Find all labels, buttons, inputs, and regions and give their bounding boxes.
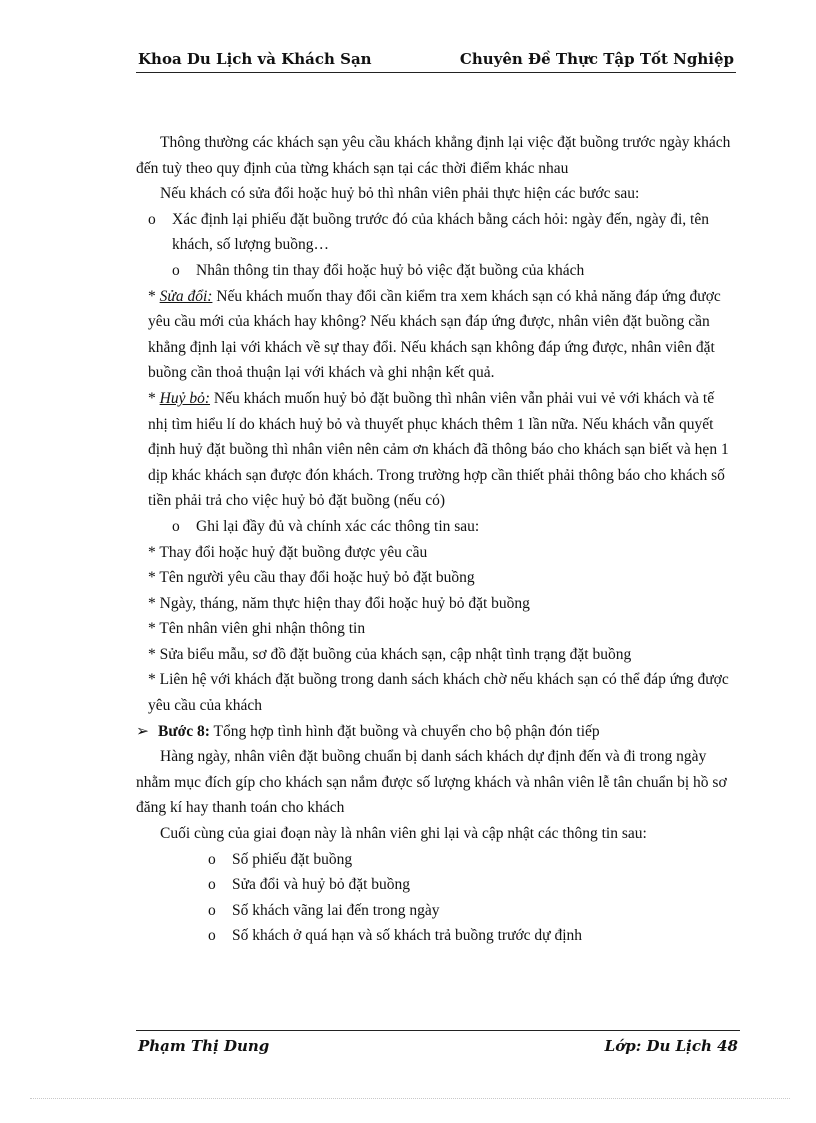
step-heading <box>136 719 736 745</box>
list-item <box>136 514 736 540</box>
paragraph-final-stage: Cuối cùng của giai đoạn này là nhân viên ghi lại và cập nhật các thông tin sau: <box>160 825 647 843</box>
list-item <box>136 898 736 924</box>
list-item-text: Ghi lại đầy đủ và chính xác các thông tin sau: <box>196 517 480 535</box>
list-item-text: Xác định lại phiếu đặt buồng trước đó của khách bằng cách hỏi: ngày đến, ngày đi, tên khách, số lượng buồng… <box>172 210 709 254</box>
arrow-bullet-icon: ➢ <box>136 722 149 740</box>
bullet-marker: o <box>208 927 216 945</box>
bullet-marker: o <box>208 901 216 919</box>
star-item: * Tên người yêu cầu thay đổi hoặc huỷ bỏ đặt buồng <box>148 569 475 587</box>
list-item <box>136 847 736 873</box>
cancel-label: Huỷ bỏ: <box>159 389 210 407</box>
list-item-text: Số phiếu đặt buồng <box>232 850 353 868</box>
bullet-marker: o <box>208 876 216 894</box>
step-label: Bước 8: <box>158 722 210 740</box>
list-item-text: Số khách ở quá hạn và số khách trả buồng trước dự định <box>232 927 583 945</box>
star-marker: * <box>148 389 156 407</box>
footer-author: Phạm Thị Dung <box>138 1037 270 1055</box>
footer-class: Lớp: Du Lịch 48 <box>604 1037 738 1055</box>
bullet-marker: o <box>148 210 156 228</box>
paragraph-cancel <box>136 386 736 514</box>
list-item-text: Sửa đổi và huỷ bỏ đặt buồng <box>232 876 411 894</box>
bullet-marker: o <box>172 261 180 279</box>
star-item: * Liên hệ với khách đặt buồng trong danh sách khách chờ nếu khách sạn có thể đáp ứng được yêu cầu của khách <box>148 671 729 715</box>
header-faculty: Khoa Du Lịch và Khách Sạn <box>138 50 372 68</box>
bullet-marker: o <box>208 850 216 868</box>
list-item-text: Nhân thông tin thay đổi hoặc huỷ bỏ việc đặt buồng của khách <box>196 261 585 279</box>
list-item <box>136 872 736 898</box>
paragraph-modify <box>136 284 736 386</box>
paragraph-daily-list: Hàng ngày, nhân viên đặt buồng chuẩn bị danh sách khách dự định đến và đi trong ngày nhằm mục đích gíp cho khách sạn nắm được số lượng khách và nhân viên lễ tân chuẩn bị hồ sơ đăng kí hay thanh toán cho khách <box>136 748 727 817</box>
cancel-text: Nếu khách muốn huỷ bỏ đặt buồng thì nhân viên vẫn phải vui vẻ với khách và tế nhị tìm hiểu lí do khách huỷ bỏ và thuyết phục khách thêm 1 lần nữa. Nếu khách vẫn quyết định huỷ đặt buồng thì nhân viên nên cảm ơn khách đã thông báo cho khách sạn biết và hẹn 1 dịp khác khách sạn được đón khách. Trong trường hợp cần thiết phải thông báo cho khách số tiền phải trả cho việc huỷ bỏ đặt buồng (nếu có) <box>148 389 729 510</box>
page-footer <box>136 1030 740 1055</box>
modify-label: Sửa đổi: <box>159 287 213 305</box>
paragraph-steps-intro: Nếu khách có sửa đổi hoặc huỷ bỏ thì nhân viên phải thực hiện các bước sau: <box>160 185 640 203</box>
list-item <box>136 258 736 284</box>
paragraph-reconfirm: Thông thường các khách sạn yêu cầu khách khẳng định lại việc đặt buồng trước ngày khách đến tuỳ theo quy định của từng khách sạn tại các thời điểm khác nhau <box>136 134 731 177</box>
list-item <box>136 923 736 949</box>
modify-text: Nếu khách muốn thay đổi cần kiểm tra xem khách sạn có khả năng đáp ứng được yêu cầu mới của khách hay không? Nếu khách sạn đáp ứng được, nhân viên đặt buồng cần khẳng định lại với khách về sự thay đổi. Nếu khách sạn không đáp ứng được, nhân viên đặt buồng cần thoả thuận lại với khách và ghi nhận kết quả. <box>148 287 721 382</box>
star-item: * Sửa biểu mẫu, sơ đồ đặt buồng của khách sạn, cập nhật tình trạng đặt buồng <box>148 645 632 663</box>
bullet-marker: o <box>172 517 180 535</box>
star-item: * Thay đổi hoặc huỷ đặt buồng được yêu cầu <box>148 543 428 561</box>
list-item <box>136 207 736 258</box>
list-item-text: Số khách vãng lai đến trong ngày <box>232 901 440 919</box>
page-bottom-divider <box>30 1098 790 1099</box>
header-report-title: Chuyên Đề Thực Tập Tốt Nghiệp <box>459 50 734 68</box>
page-content <box>136 130 736 949</box>
star-item: * Ngày, tháng, năm thực hiện thay đổi hoặc huỷ bỏ đặt buồng <box>148 594 530 612</box>
step-text: Tổng hợp tình hình đặt buồng và chuyển cho bộ phận đón tiếp <box>213 722 600 740</box>
star-marker: * <box>148 287 156 305</box>
star-item: * Tên nhân viên ghi nhận thông tin <box>148 620 366 638</box>
page-header <box>136 50 736 73</box>
